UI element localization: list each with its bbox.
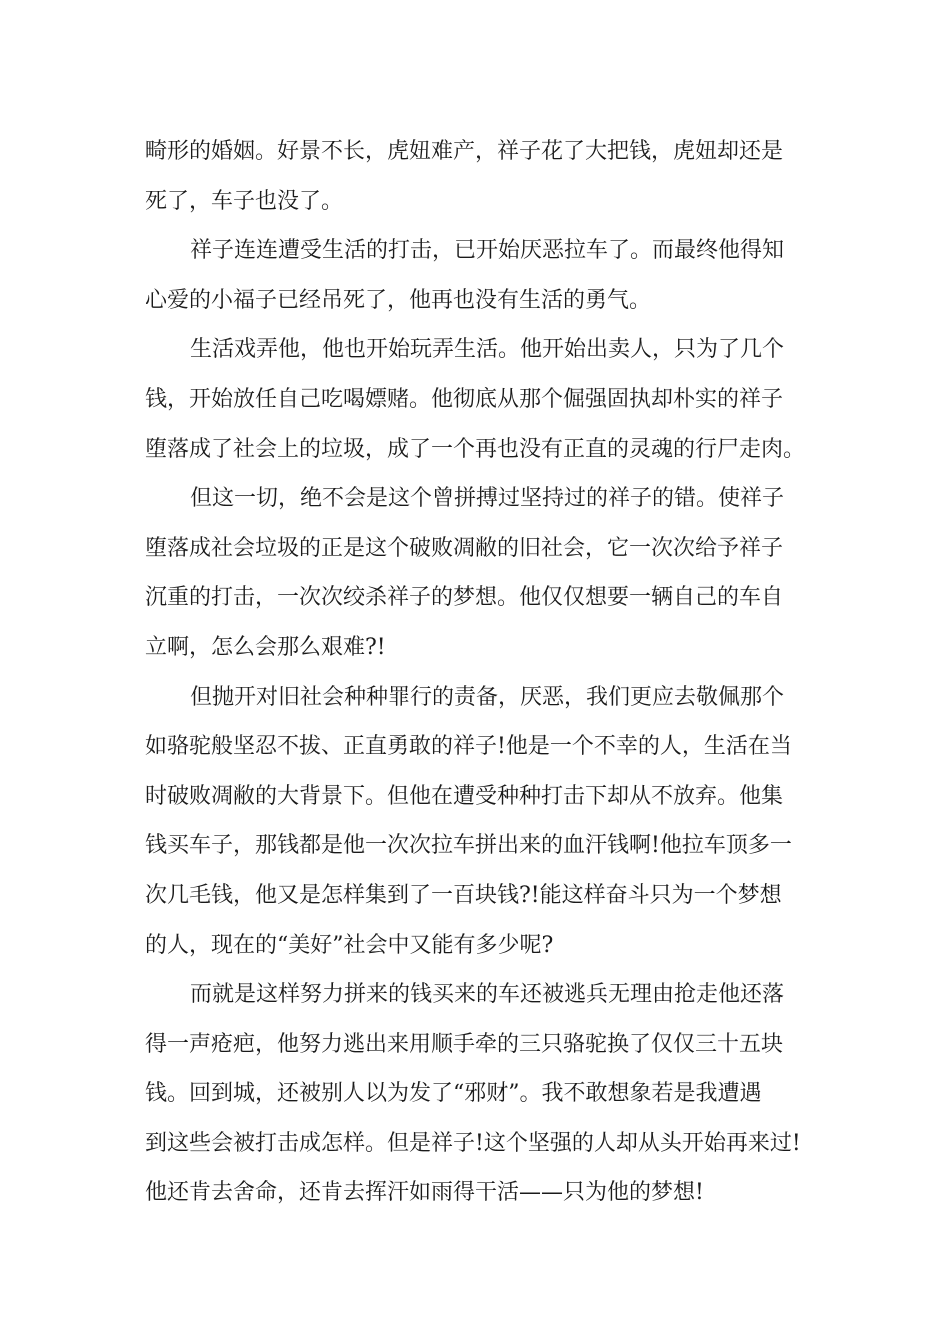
text-line: 祥子连连遭受生活的打击，已开始厌恶拉车了。而最终他得知 [190,238,785,264]
text-line: 钱，开始放任自己吃喝嫖赌。他彻底从那个倔强固执却朴实的祥子 [145,386,784,412]
text-line: 钱买车子，那钱都是他一次次拉车拼出来的血汗钱啊!他拉车顶多一 [145,833,792,859]
text-line: 得一声疮疤，他努力逃出来用顺手牵的三只骆驼换了仅仅三十五块 [145,1031,784,1057]
text-line: 生活戏弄他，他也开始玩弄生活。他开始出卖人，只为了几个 [190,337,785,363]
text-line: 死了，车子也没了。 [145,188,344,214]
text-line: 时破败凋敝的大背景下。但他在遭受种种打击下却从不放弃。他集 [145,783,784,809]
text-line: 到这些会被打击成怎样。但是祥子!这个坚强的人却从头开始再来过! [145,1130,801,1156]
text-line: 而就是这样努力拼来的钱买来的车还被逃兵无理由抢走他还落 [190,982,785,1008]
text-line: 的人，现在的“美好”社会中又能有多少呢? [145,932,554,958]
text-line: 但这一切，绝不会是这个曾拼搏过坚持过的祥子的错。使祥子 [190,486,785,512]
text-line: 如骆驼般坚忍不拔、正直勇敢的祥子!他是一个不幸的人，生活在当 [145,734,792,760]
document-text-body [145,127,825,1218]
text-line: 但抛开对旧社会种种罪行的责备，厌恶，我们更应去敬佩那个 [190,684,785,710]
text-line: 立啊，怎么会那么艰难?! [145,634,386,660]
text-line: 沉重的打击，一次次绞杀祥子的梦想。他仅仅想要一辆自己的车自 [145,585,784,611]
text-line: 畸形的婚姻。好景不长，虎妞难产，祥子花了大把钱，虎妞却还是 [145,139,784,164]
text-line: 堕落成社会垃圾的正是这个破败凋敝的旧社会，它一次次给予祥子 [145,535,784,561]
text-line: 钱。回到城，还被别人以为发了“邪财”。我不敢想象若是我遭遇 [145,1081,762,1107]
text-line: 心爱的小福子已经吊死了，他再也没有生活的勇气。 [145,287,652,313]
text-line: 他还肯去舍命，还肯去挥汗如雨得干活——只为他的梦想! [145,1180,704,1206]
text-line: 堕落成了社会上的垃圾，成了一个再也没有正直的灵魂的行尸走肉。 [145,436,806,462]
text-line: 次几毛钱，他又是怎样集到了一百块钱?!能这样奋斗只为一个梦想 [145,882,782,908]
